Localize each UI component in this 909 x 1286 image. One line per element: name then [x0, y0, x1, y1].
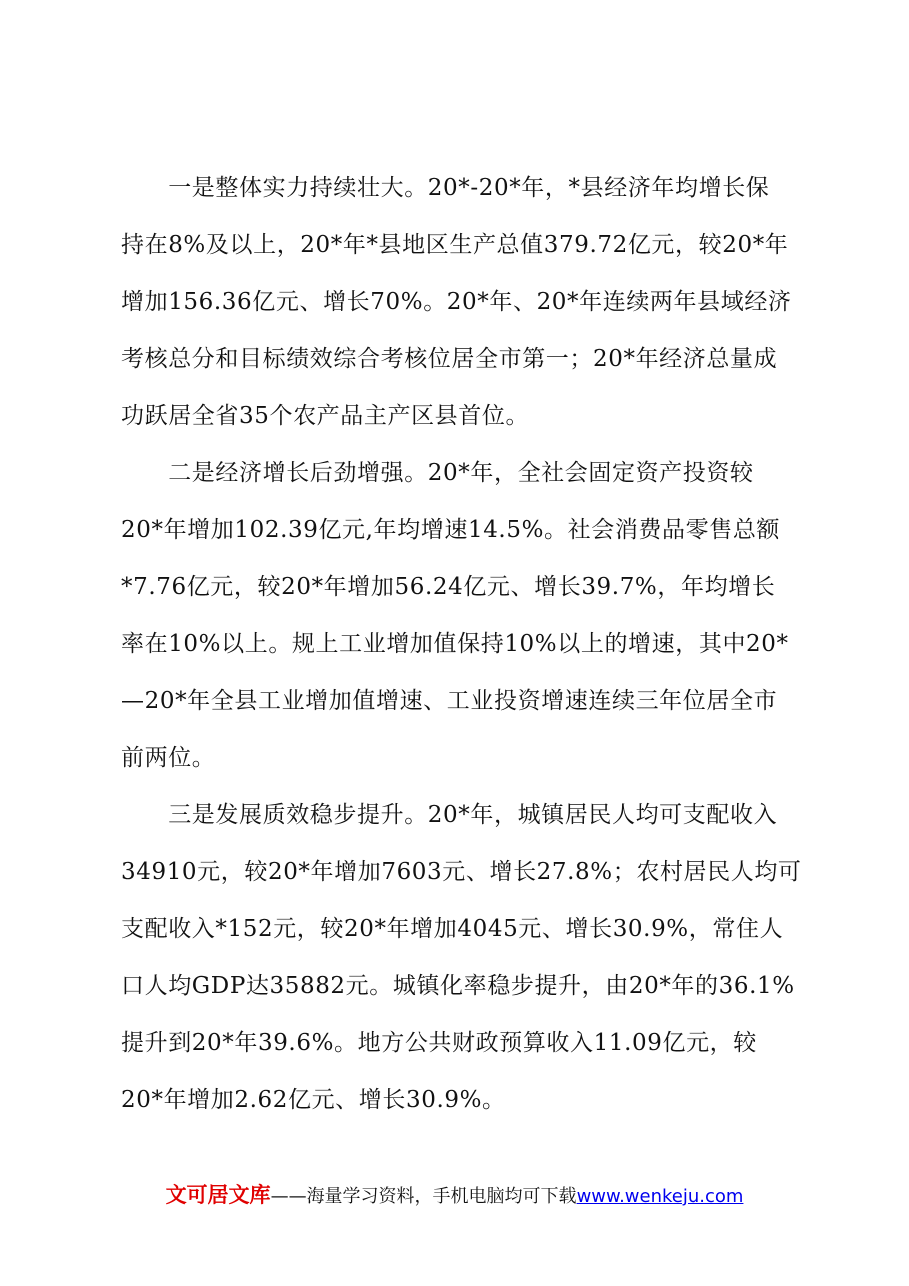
- paragraph-3-line-4: 口人均GDP达35882元。城镇化率稳步提升，由20*年的36.1%: [121, 973, 795, 999]
- paragraph-2-line-5: —20*年全县工业增加值增速、工业投资增速连续三年位居全市: [121, 688, 778, 714]
- paragraph-2-line-2: 20*年增加102.39亿元,年均增速14.5%。社会消费品零售总额: [121, 517, 781, 543]
- paragraph-1-line-2: 持在8%及以上，20*年*县地区生产总值379.72亿元，较20*年: [121, 232, 789, 258]
- paragraph-2-line-3: *7.76亿元，较20*年增加56.24亿元、增长39.7%，年均增长: [121, 574, 776, 600]
- paragraph-3-line-6: 20*年增加2.62亿元、增长30.9%。: [121, 1087, 506, 1113]
- footer-tagline: ——海量学习资料，手机电脑均可下载: [270, 1186, 577, 1207]
- footer-banner: [0, 1180, 909, 1212]
- paragraph-1-line-5: 功跃居全省35个农产品主产区县首位。: [121, 403, 530, 429]
- paragraph-2-line-1: 二是经济增长后劲增强。20*年，全社会固定资产投资较: [121, 460, 754, 486]
- footer-brand: 文可居文库: [165, 1183, 271, 1207]
- paragraph-2-line-6: 前两位。: [121, 745, 216, 771]
- document-body: [121, 160, 802, 1129]
- paragraph-3-line-5: 提升到20*年39.6%。地方公共财政预算收入11.09亿元，较: [121, 1030, 757, 1056]
- paragraph-1-line-3: 增加156.36亿元、增长70%。20*年、20*年连续两年县域经济: [121, 289, 792, 315]
- paragraph-1-line-4: 考核总分和目标绩效综合考核位居全市第一；20*年经济总量成: [121, 346, 778, 372]
- paragraph-3-line-2: 34910元，较20*年增加7603元、增长27.8%；农村居民人均可: [121, 859, 802, 885]
- paragraph-2-line-4: 率在10%以上。规上工业增加值保持10%以上的增速，其中20*: [121, 631, 789, 657]
- paragraph-3-line-3: 支配收入*152元，较20*年增加4045元、增长30.9%，常住人: [121, 916, 784, 942]
- footer-site-link[interactable]: www.wenkeju.com: [576, 1186, 744, 1207]
- paragraph-1-line-1: 一是整体实力持续壮大。20*-20*年，*县经济年均增长保: [121, 175, 770, 201]
- paragraph-3-line-1: 三是发展质效稳步提升。20*年，城镇居民人均可支配收入: [121, 802, 778, 828]
